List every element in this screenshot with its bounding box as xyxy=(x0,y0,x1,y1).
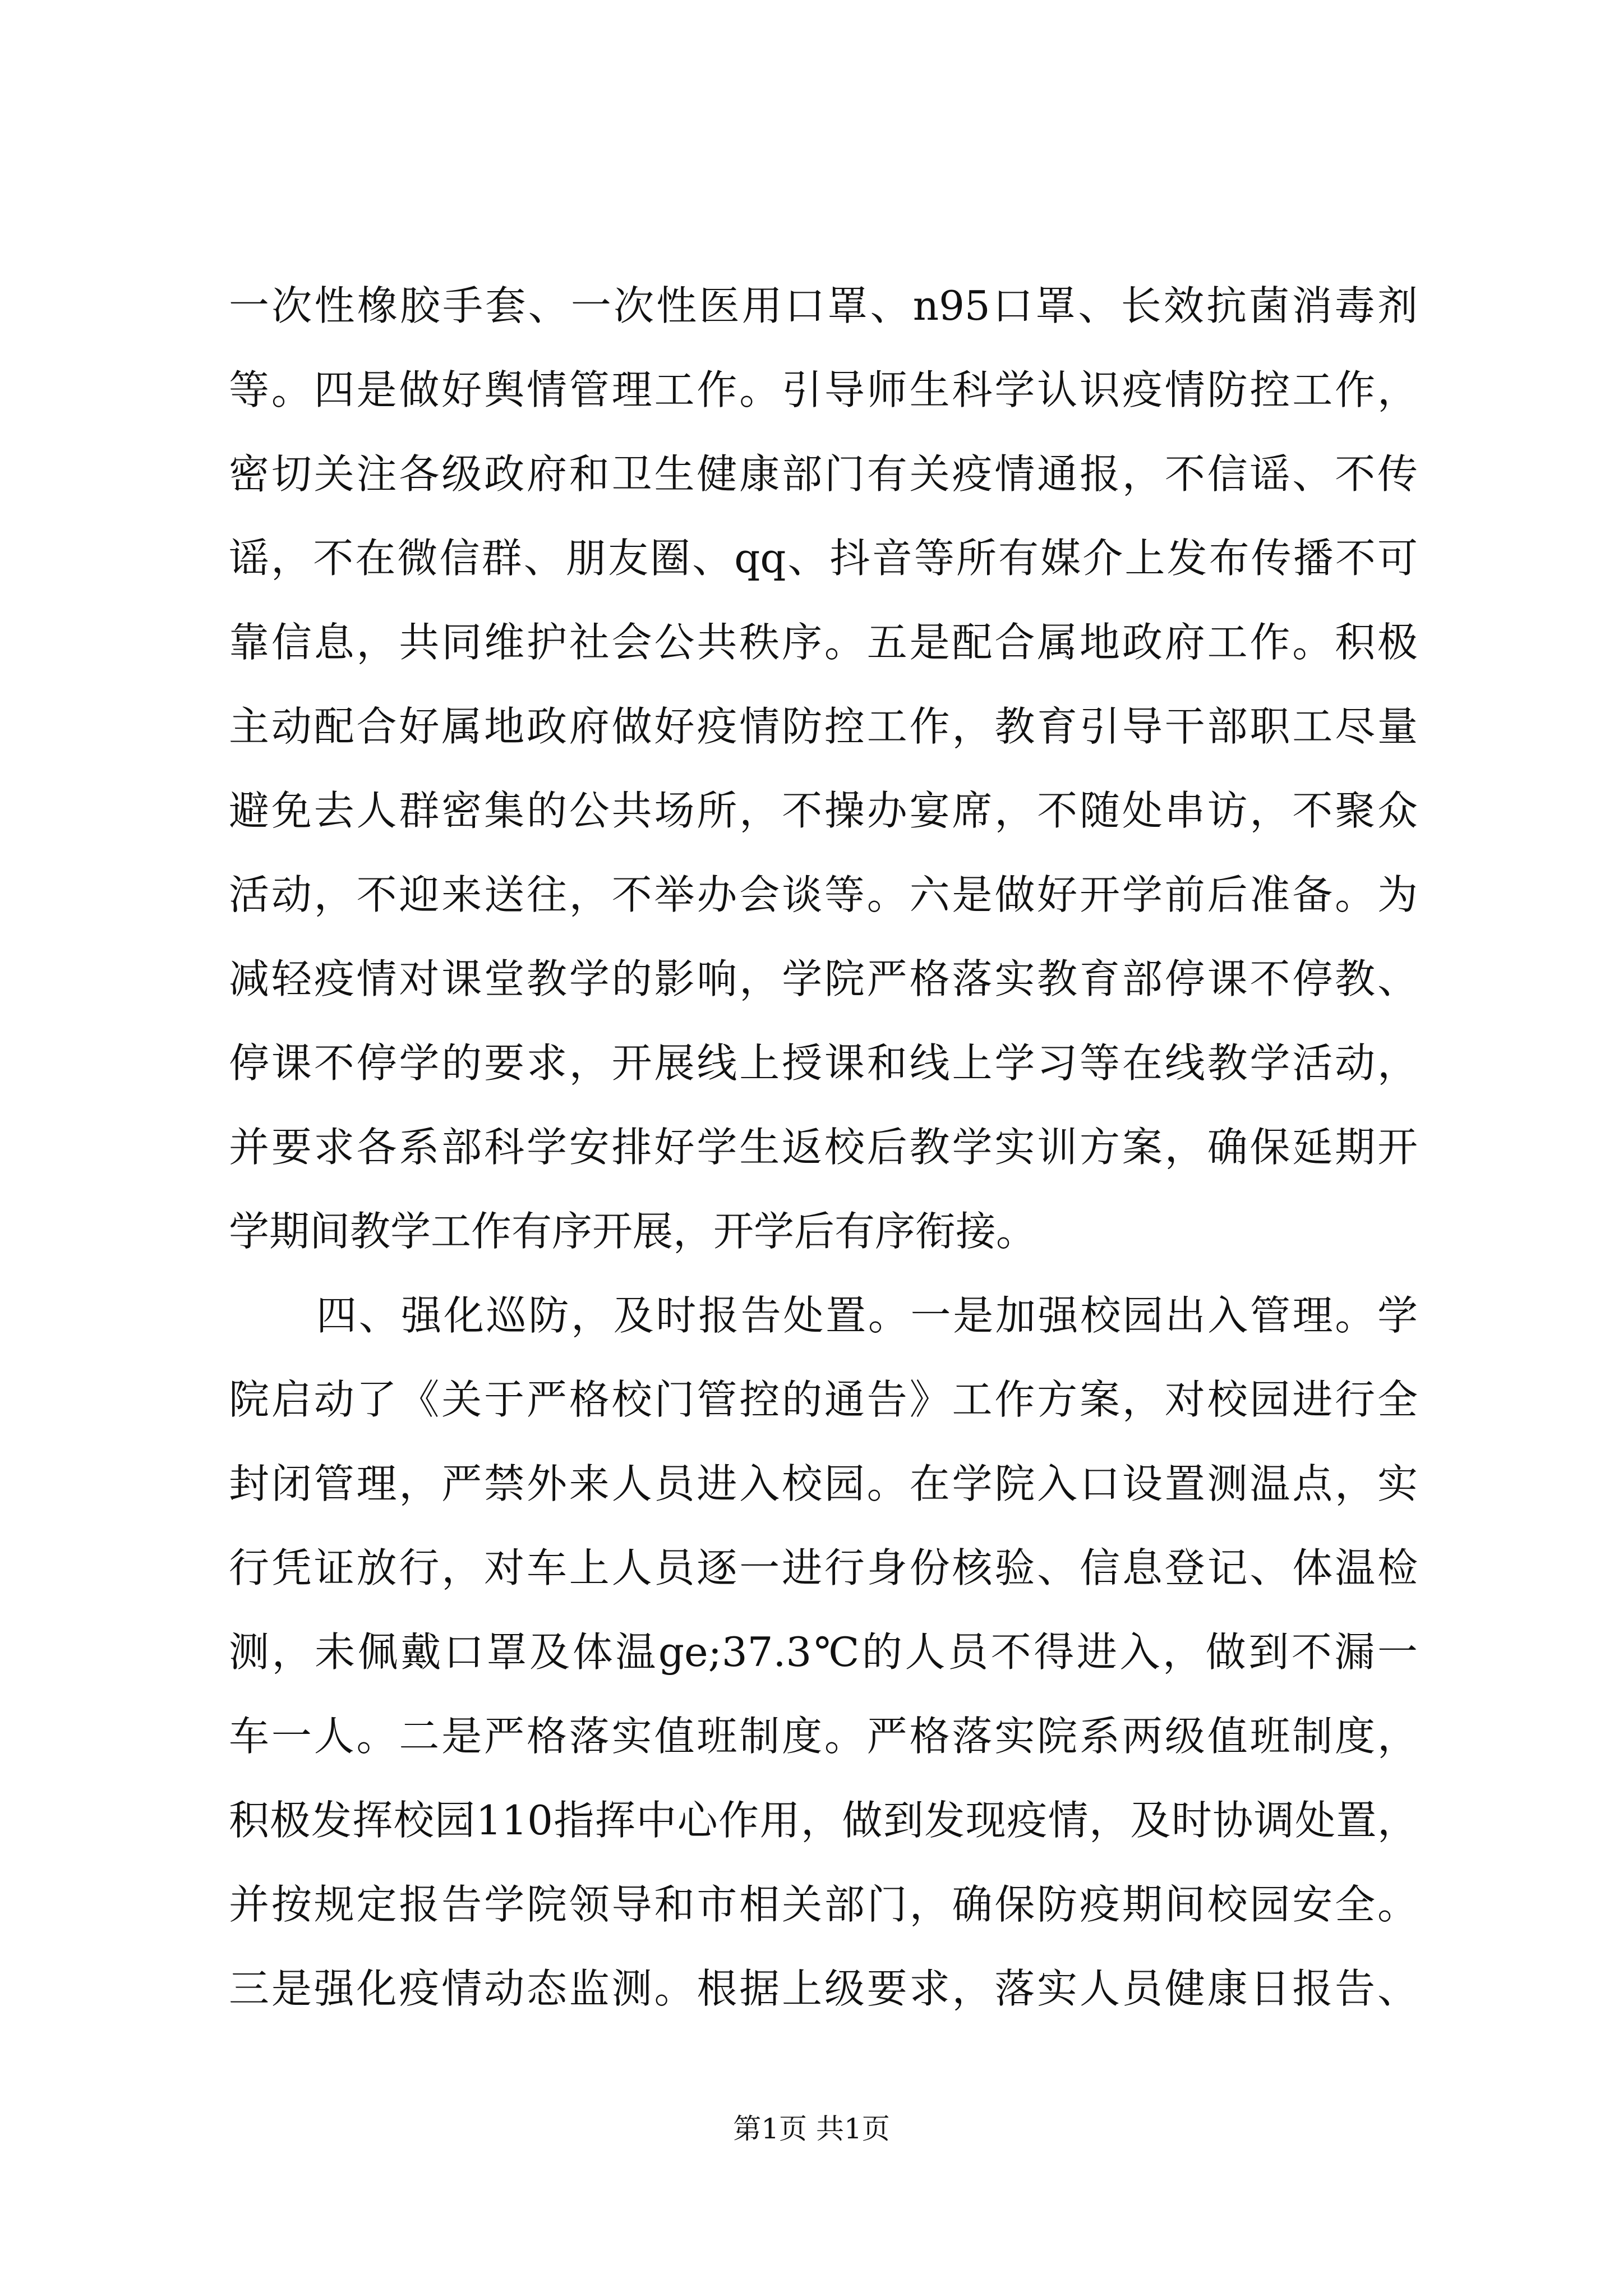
paragraph-line: 停课不停学的要求，开展线上授课和线上学习等在线教学活动， xyxy=(229,1039,1418,1087)
paragraph-line: 主动配合好属地政府做好疫情防控工作，教育引导干部职工尽量 xyxy=(229,703,1418,750)
paragraph-line: 封闭管理，严禁外来人员进入校园。在学院入口设置测温点，实 xyxy=(229,1460,1418,1507)
document-body xyxy=(229,264,1418,2031)
paragraph-line: 四、强化巡防，及时报告处置。一是加强校园出入管理。学 xyxy=(316,1292,1418,1339)
paragraph-line: 测，未佩戴口罩及体温ge;37.3℃的人员不得进入，做到不漏一 xyxy=(229,1628,1418,1676)
paragraph-line: 靠信息，共同维护社会公共秩序。五是配合属地政府工作。积极 xyxy=(229,619,1418,666)
paragraph-line: 活动，不迎来送往，不举办会谈等。六是做好开学前后准备。为 xyxy=(229,871,1418,918)
paragraph-line: 密切关注各级政府和卫生健康部门有关疫情通报，不信谣、不传 xyxy=(229,450,1418,498)
paragraph-line: 积极发挥校园110指挥中心作用，做到发现疫情，及时协调处置， xyxy=(229,1797,1418,1844)
paragraph-line: 并要求各系部科学安排好学生返校后教学实训方案，确保延期开 xyxy=(229,1124,1418,1171)
page-number-footer: 第1页 共1页 xyxy=(733,2113,890,2145)
paragraph-line: 一次性橡胶手套、一次性医用口罩、n95口罩、长效抗菌消毒剂 xyxy=(229,282,1418,329)
paragraph-line: 并按规定报告学院领导和市相关部门，确保防疫期间校园安全。 xyxy=(229,1881,1418,1928)
paragraph-line: 三是强化疫情动态监测。根据上级要求，落实人员健康日报告、 xyxy=(229,1965,1418,2012)
paragraph-line: 谣，不在微信群、朋友圈、qq、抖音等所有媒介上发布传播不可 xyxy=(229,535,1418,582)
paragraph-line: 院启动了《关于严格校门管控的通告》工作方案，对校园进行全 xyxy=(229,1376,1418,1423)
paragraph-line: 学期间教学工作有序开展，开学后有序衔接。 xyxy=(229,1208,1037,1255)
paragraph-line: 车一人。二是严格落实值班制度。严格落实院系两级值班制度， xyxy=(229,1713,1418,1760)
paragraph-line: 减轻疫情对课堂教学的影响，学院严格落实教育部停课不停教、 xyxy=(229,955,1418,1002)
paragraph-line: 行凭证放行，对车上人员逐一进行身份核验、信息登记、体温检 xyxy=(229,1544,1418,1591)
paragraph-line: 等。四是做好舆情管理工作。引导师生科学认识疫情防控工作， xyxy=(229,366,1418,413)
paragraph-line: 避免去人群密集的公共场所，不操办宴席，不随处串访，不聚众 xyxy=(229,787,1418,834)
